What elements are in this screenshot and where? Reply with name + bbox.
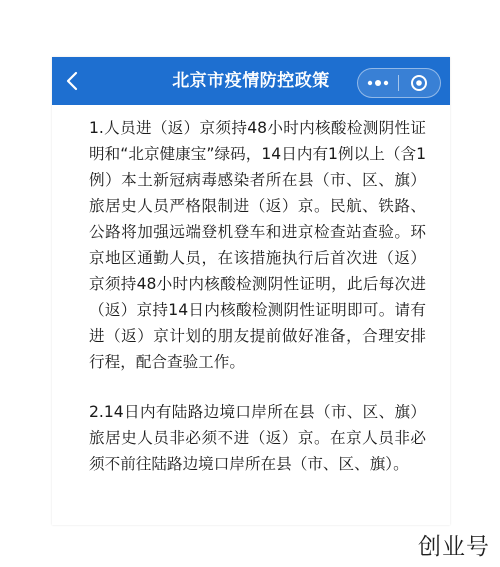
policy-content bbox=[52, 105, 450, 525]
watermark-text: 创业号 bbox=[418, 534, 490, 560]
more-dots-icon bbox=[367, 79, 389, 87]
close-button[interactable] bbox=[399, 69, 439, 97]
navigation-bar bbox=[52, 57, 450, 105]
page-title: 北京市疫情防控政策 bbox=[172, 71, 330, 91]
policy-item-2: 2.14日内有陆路边境口岸所在县（市、区、旗）旅居史人员非必须不进（返）京。在京人员非必须不前往陆路边境口岸所在县（市、区、旗）。 bbox=[89, 403, 426, 473]
capsule-menu bbox=[357, 68, 441, 98]
policy-item-1: 1.人员进（返）京须持48小时内核酸检测阴性证明和“北京健康宝”绿码，14日内有1例以上（含1例）本土新冠病毒感染者所在县（市、区、旗）旅居史人员严格限制进（返）京。民航、铁路、公路将加强远端登机登车和进京检查站查验。环京地区通勤人员，在该措施执行后首次进（返）京须持48小时内核酸检测阴性证明，此后每次进（返）京持14日内核酸检测阴性证明即可。请有进（返）京计划的朋友提前做好准备，合理安排行程，配合查验工作。 bbox=[89, 119, 426, 371]
mini-program-window bbox=[52, 57, 450, 525]
target-close-icon bbox=[410, 74, 428, 92]
more-button[interactable] bbox=[358, 69, 398, 97]
